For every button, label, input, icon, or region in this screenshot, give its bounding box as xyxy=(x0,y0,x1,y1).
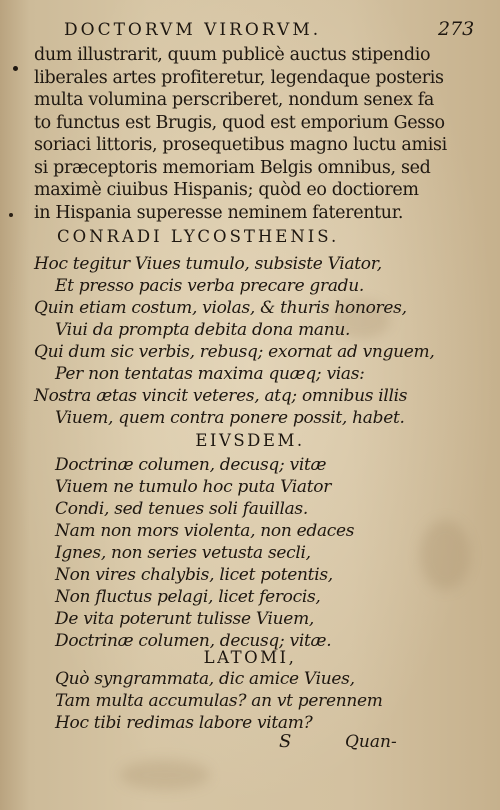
section-heading: EIVSDEM. xyxy=(195,431,305,450)
verse-line: Tam multa accumulas? an vt perennem xyxy=(55,691,383,711)
verse-line: Per non tentatas maxima quæq; vias: xyxy=(55,364,365,384)
page-number: 273 xyxy=(438,18,475,40)
verse-line: De vita poterunt tulisse Viuem, xyxy=(55,609,314,629)
signature-mark: S xyxy=(279,731,292,752)
paper-stain xyxy=(120,760,210,790)
verse-line: Hoc tegitur Viues tumulo, subsiste Viator, xyxy=(34,254,382,274)
section-heading: CONRADI LYCOSTHENIS. xyxy=(57,227,340,246)
verse-line: Ignes, non series vetusta secli, xyxy=(55,543,311,563)
prose-line: in Hispania superesse neminem faterentur. xyxy=(34,202,404,223)
verse-line: Non fluctus pelagi, licet ferocis, xyxy=(55,587,321,607)
verse-line: Viuem ne tumulo hoc puta Viator xyxy=(55,477,332,497)
section-heading: LATOMI, xyxy=(203,648,297,667)
margin-mark xyxy=(9,213,13,217)
prose-line: soriaci littoris, prosequetibus magno luctu amisi xyxy=(34,135,447,155)
verse-line: Hoc tibi redimas labore vitam? xyxy=(55,713,313,733)
verse-line: Quò syngrammata, dic amice Viues, xyxy=(55,669,355,689)
poem-block xyxy=(34,253,474,429)
margin-mark xyxy=(13,66,18,71)
verse-line: Condi, sed tenues soli fauillas. xyxy=(55,499,308,519)
verse-line: Nostra ætas vincit veteres, atq; omnibus illis xyxy=(34,386,408,406)
verse-line: Nam non mors violenta, non edaces xyxy=(55,521,355,541)
prose-line: maximè ciuibus Hispanis; quòd eo doctiorem xyxy=(34,180,419,200)
poem-block xyxy=(34,454,474,652)
prose-paragraph xyxy=(34,44,474,224)
verse-line: Doctrinæ columen, decusq; vitæ xyxy=(55,455,327,475)
prose-line: si præceptoris memoriam Belgis omnibus, sed xyxy=(34,157,431,178)
verse-line: Qui dum sic verbis, rebusq; exornat ad vnguem, xyxy=(34,342,435,362)
prose-line: to functus est Brugis, quod est emporium Gesso xyxy=(34,112,445,133)
verse-line: Viuem, quem contra ponere possit, habet. xyxy=(55,408,405,428)
verse-line: Non vires chalybis, licet potentis, xyxy=(55,565,333,585)
prose-line: liberales artes profiteretur, legendaque posteris xyxy=(34,67,444,88)
verse-line: Et presso pacis verba precare gradu. xyxy=(55,276,365,296)
prose-line: dum illustrarit, quum publicè auctus stipendio xyxy=(34,45,431,65)
catchword: Quan- xyxy=(345,732,397,752)
verse-line: Viui da prompta debita dona manu. xyxy=(55,320,351,340)
verse-line: Quin etiam costum, violas, & thuris honores, xyxy=(34,298,407,318)
poem-block xyxy=(34,668,474,734)
prose-line: multa volumina perscriberet, nondum senex fa xyxy=(34,90,434,110)
running-title: DOCTORVM VIRORVM. xyxy=(64,20,322,40)
verse-line: Doctrinæ columen, decusq; vitæ. xyxy=(55,631,332,651)
